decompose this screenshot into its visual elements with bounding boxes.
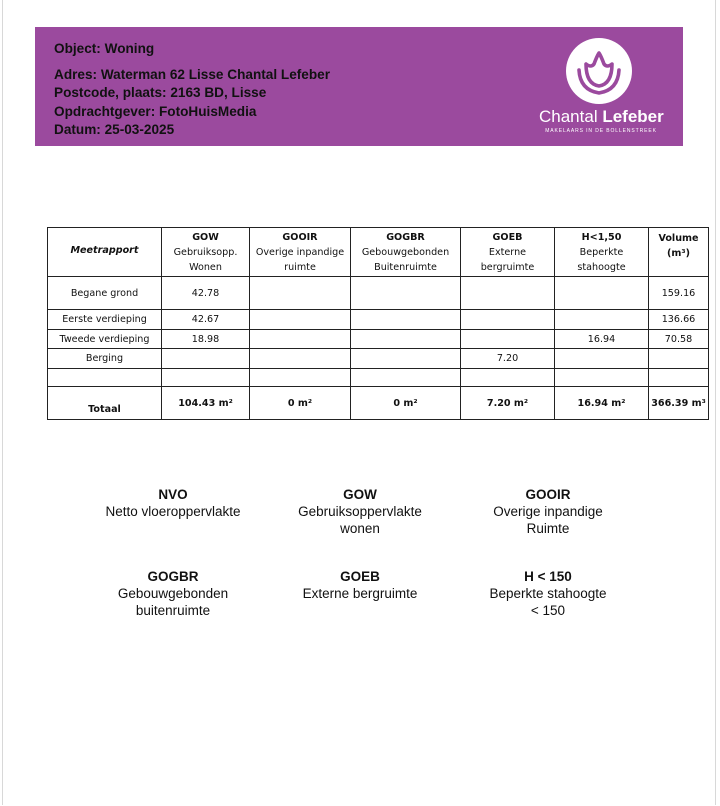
total-cell: 104.43 m² bbox=[162, 387, 250, 420]
total-cell: 7.20 m² bbox=[461, 387, 555, 420]
table-cell: 136.66 bbox=[649, 310, 709, 330]
address-line: Adres: Waterman 62 Lisse Chantal Lefeber bbox=[54, 66, 330, 82]
table-cell bbox=[250, 310, 351, 330]
legend-item-goeb: GOEB Externe bergruimte bbox=[302, 569, 418, 601]
table-cell bbox=[250, 277, 351, 310]
row-label: Tweede verdieping bbox=[48, 330, 162, 349]
table-cell bbox=[351, 330, 461, 349]
table-cell bbox=[555, 369, 649, 387]
client-line: Opdrachtgever: FotoHuisMedia bbox=[54, 103, 257, 119]
header-banner bbox=[35, 27, 683, 146]
table-cell bbox=[162, 349, 250, 369]
total-cell: 0 m² bbox=[250, 387, 351, 420]
table-cell bbox=[461, 310, 555, 330]
table-cell bbox=[649, 369, 709, 387]
meetrapport-label: Meetrapport bbox=[48, 228, 162, 277]
column-header-goeb: GOEB Externe bergruimte bbox=[461, 228, 555, 277]
total-cell: 0 m² bbox=[351, 387, 461, 420]
table-cell: 70.58 bbox=[649, 330, 709, 349]
measurement-table bbox=[47, 227, 709, 420]
table-cell bbox=[461, 369, 555, 387]
table-cell: 159.16 bbox=[649, 277, 709, 310]
column-header-gooir: GOOIR Overige inpandige ruimte bbox=[250, 228, 351, 277]
table-cell: 18.98 bbox=[162, 330, 250, 349]
table-cell bbox=[649, 349, 709, 369]
property-info bbox=[54, 40, 330, 140]
table-cell bbox=[250, 349, 351, 369]
table-cell bbox=[250, 330, 351, 349]
table-cell: 7.20 bbox=[461, 349, 555, 369]
legend-item-h150: H < 150 Beperkte stahoogte < 150 bbox=[489, 569, 607, 618]
row-label: Eerste verdieping bbox=[48, 310, 162, 330]
table-cell bbox=[351, 349, 461, 369]
column-header-volume: Volume (m³) bbox=[649, 228, 709, 277]
table-cell bbox=[351, 369, 461, 387]
table-cell bbox=[351, 277, 461, 310]
logo-wordmark bbox=[539, 107, 663, 127]
logo-name-last: Lefeber bbox=[602, 107, 664, 126]
table-row bbox=[48, 369, 709, 387]
postcode-line: Postcode, plaats: 2163 BD, Lisse bbox=[54, 85, 267, 100]
table-cell bbox=[555, 310, 649, 330]
total-cell: 366.39 m³ bbox=[649, 387, 709, 420]
table-cell bbox=[555, 349, 649, 369]
tulip-icon bbox=[566, 38, 632, 104]
table-cell bbox=[555, 277, 649, 310]
logo-badge bbox=[566, 38, 632, 104]
row-label: Berging bbox=[48, 349, 162, 369]
table-row bbox=[48, 310, 709, 330]
table-row bbox=[48, 330, 709, 349]
table-total-row bbox=[48, 387, 709, 420]
total-label: Totaal bbox=[48, 387, 162, 420]
row-label: Begane grond bbox=[48, 277, 162, 310]
table-cell: 16.94 bbox=[555, 330, 649, 349]
logo-name-first: Chantal bbox=[539, 107, 598, 126]
date-line: Datum: 25-03-2025 bbox=[54, 122, 175, 137]
table-cell bbox=[461, 277, 555, 310]
column-header-h150: H<1,50 Beperkte stahoogte bbox=[555, 228, 649, 277]
table-cell: 42.67 bbox=[162, 310, 250, 330]
table-cell bbox=[351, 310, 461, 330]
column-header-gow: GOW Gebruiksopp. Wonen bbox=[162, 228, 250, 277]
object-line: Object: Woning bbox=[54, 41, 155, 56]
table-row bbox=[48, 277, 709, 310]
legend-item-gogbr: GOGBR Gebouwgebonden buitenruimte bbox=[117, 569, 229, 618]
legend-item-gow: GOW Gebruiksoppervlakte wonen bbox=[298, 487, 422, 536]
logo-tagline: MAKELAARS IN DE BOLLENSTREEK bbox=[545, 128, 657, 134]
table-cell: 42.78 bbox=[162, 277, 250, 310]
total-cell: 16.94 m² bbox=[555, 387, 649, 420]
table-row bbox=[48, 349, 709, 369]
row-label bbox=[48, 369, 162, 387]
table-cell bbox=[162, 369, 250, 387]
table-cell bbox=[250, 369, 351, 387]
column-header-gogbr: GOGBR Gebouwgebonden Buitenruimte bbox=[351, 228, 461, 277]
legend-item-gooir: GOOIR Overige inpandige Ruimte bbox=[493, 487, 603, 536]
table-header-row bbox=[48, 228, 709, 277]
legend-item-nvo: NVO Netto vloeroppervlakte bbox=[105, 487, 241, 519]
table-cell bbox=[461, 330, 555, 349]
